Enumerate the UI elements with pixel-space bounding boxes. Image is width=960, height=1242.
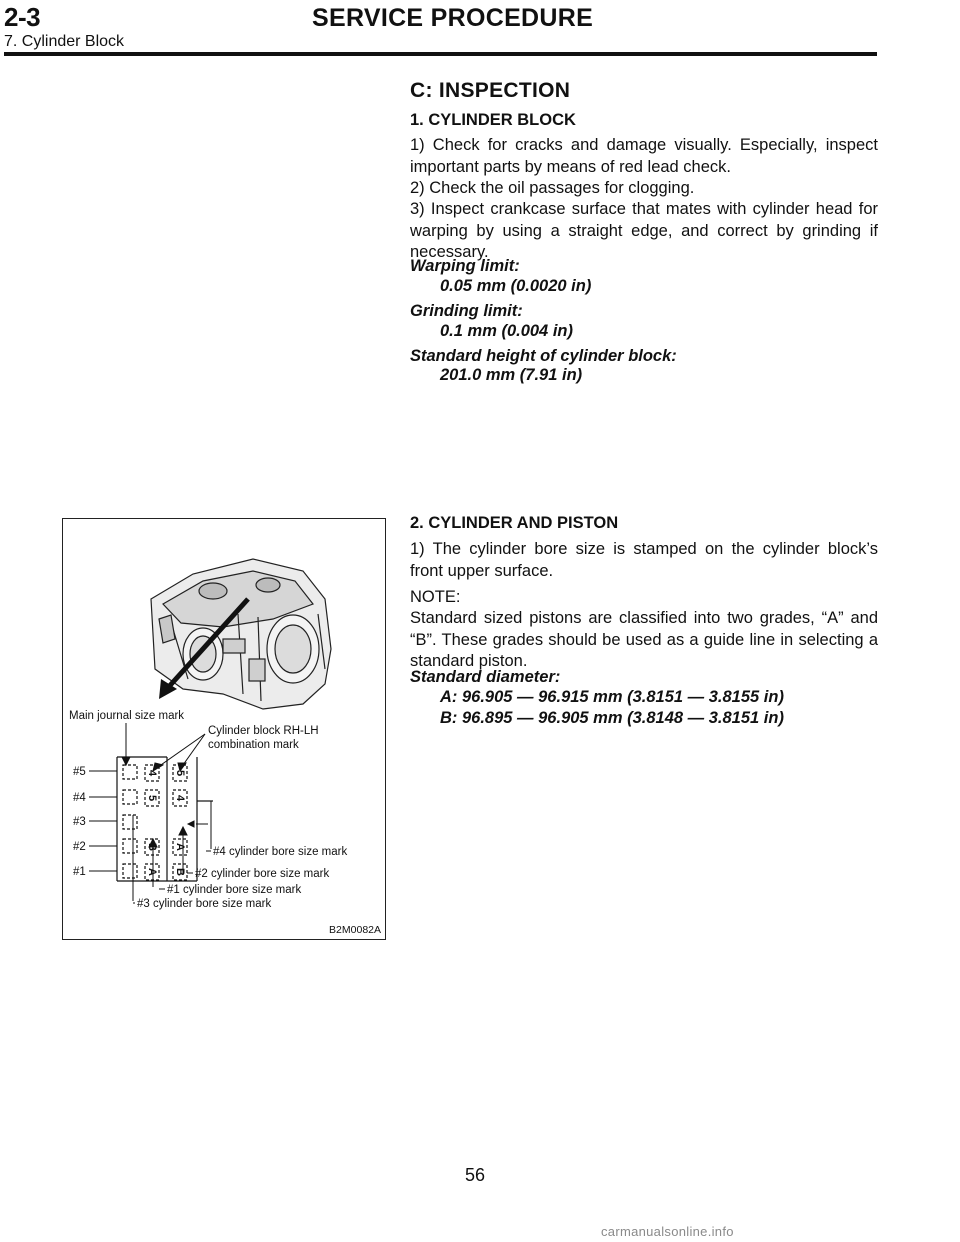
right-mark-1: 5	[174, 769, 187, 777]
figure-drawing	[63, 519, 387, 941]
diameter-grade-b: B: 96.895 — 96.905 mm (3.8148 — 3.8151 in)	[440, 709, 784, 727]
journal-label-3: #3	[73, 816, 86, 828]
cylinder-block-step-2: 2) Check the oil passages for clogging.	[410, 179, 695, 197]
subsection-title: 7. Cylinder Block	[4, 33, 125, 50]
main-journal-label: Main journal size mark	[69, 710, 185, 722]
watermark-link[interactable]: carmanualsonline.info	[601, 1224, 734, 1239]
bore2-label: #2 cylinder bore size mark	[195, 868, 330, 880]
grinding-limit-value: 0.1 mm (0.004 in)	[440, 322, 573, 340]
cylinder-block-heading: 1. CYLINDER BLOCK	[410, 111, 576, 129]
standard-diameter-label: Standard diameter:	[410, 668, 561, 686]
right-mark-2: 4	[174, 794, 187, 802]
inspection-heading: C: INSPECTION	[410, 79, 571, 102]
diameter-grade-a: A: 96.905 — 96.915 mm (3.8151 — 3.8155 in)	[440, 688, 784, 706]
section-title: SERVICE PROCEDURE	[312, 4, 594, 32]
stamp-area	[117, 757, 213, 881]
bore3-label: #3 cylinder bore size mark	[137, 898, 272, 910]
figure-code: B2M0082A	[329, 924, 381, 936]
right-mark-3: A	[174, 843, 187, 851]
cylinder-block-step-3: 3) Inspect crankcase surface that mates with cylinder head for warping by using a straight edge, and correct by grinding if necessary.	[410, 200, 878, 261]
rh-lh-label-line1: Cylinder block RH-LH	[208, 725, 319, 737]
engine-block-illustration	[151, 559, 331, 709]
bore-size-mark-figure	[62, 518, 386, 940]
note-label: NOTE:	[410, 588, 461, 606]
block-height-label: Standard height of cylinder block:	[410, 347, 677, 365]
cylinder-piston-step-1: 1) The cylinder bore size is stamped on the cylinder block’s front upper surface.	[410, 540, 878, 580]
rh-lh-label-line2: combination mark	[208, 739, 299, 751]
bore1-label: #1 cylinder bore size mark	[167, 884, 302, 896]
section-number: 2-3	[4, 2, 41, 32]
note-text: Standard sized pistons are classified into two grades, “A” and “B”. These grades should be used as a guide line in selecting a standard piston.	[410, 609, 878, 670]
left-mark-1: 4	[146, 769, 159, 777]
warping-limit-label: Warping limit:	[410, 257, 520, 275]
journal-leaders	[89, 771, 117, 871]
left-mark-4: A	[146, 868, 159, 876]
cylinder-piston-heading: 2. CYLINDER AND PISTON	[410, 514, 619, 532]
journal-label-5: #5	[73, 766, 86, 778]
grinding-limit-label: Grinding limit:	[410, 302, 523, 320]
left-mark-3: B	[146, 843, 159, 851]
page-number: 56	[465, 1165, 486, 1185]
header-rule	[4, 52, 877, 56]
block-height-value: 201.0 mm (7.91 in)	[440, 366, 583, 384]
warping-limit-value: 0.05 mm (0.0020 in)	[440, 277, 592, 295]
right-mark-4: B	[174, 868, 187, 876]
bore4-label: #4 cylinder bore size mark	[213, 846, 348, 858]
journal-label-2: #2	[73, 841, 86, 853]
left-mark-2: 5	[146, 794, 159, 802]
cylinder-block-step-1: 1) Check for cracks and damage visually. Especially, inspect important parts by means of red lead check.	[410, 136, 878, 176]
journal-label-1: #1	[73, 866, 86, 878]
journal-label-4: #4	[73, 792, 86, 804]
